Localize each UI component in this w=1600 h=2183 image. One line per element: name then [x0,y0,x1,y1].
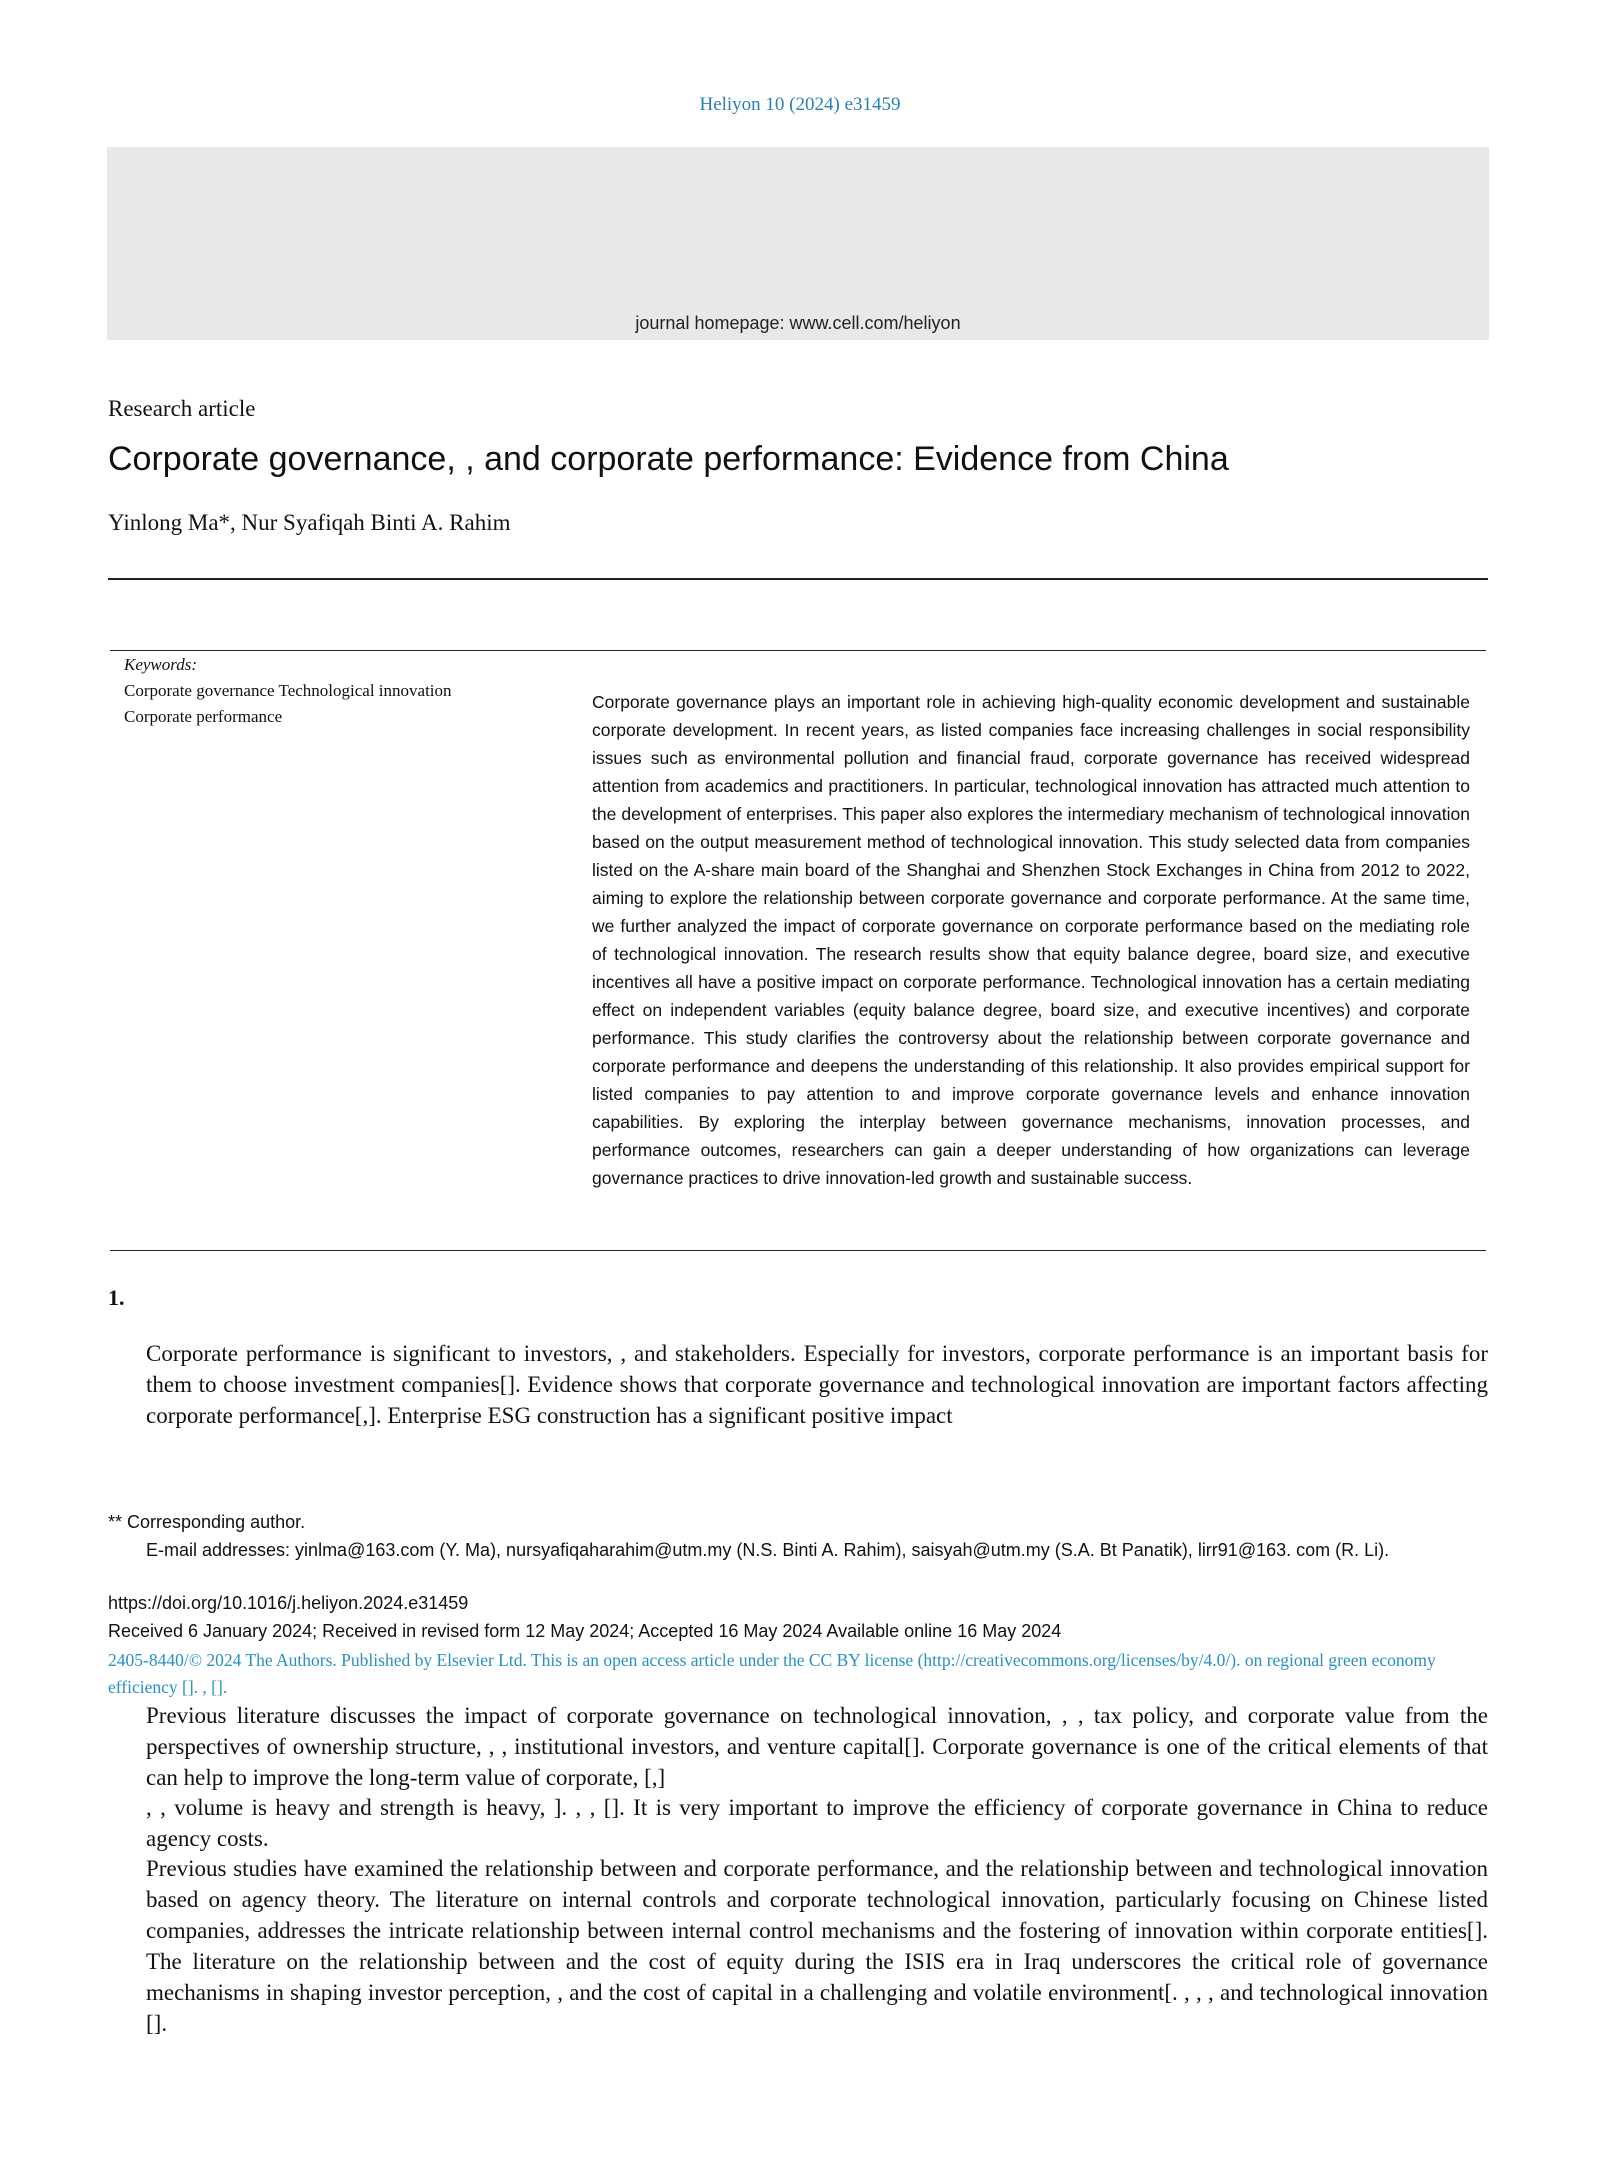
paragraph-text: Corporate performance is significant to investors, , and stakeholders. Especially for investors, corporate performance is an important basis for them to choose investment companies[]. Evidence shows that corporate governance and technological innovation are important factors affecting corporate performance[,]. Enterprise ESG construction has a significant positive impact [146,1341,1488,1428]
footnotes [108,1508,1488,1564]
divider [108,578,1488,580]
article-type: Research article [108,396,256,421]
journal-header-banner [107,147,1489,340]
paragraph-text: Previous studies have examined the relationship between and corporate performance, and the relationship between and technological innovation based on agency theory. The literature on internal controls and corporate technological innovation, particularly focusing on Chinese listed companies, addresses the intricate relationship between internal control mechanisms and the fostering of innovation within corporate entities[]. The literature on the relationship between and the cost of equity during the ISIS era in Iraq underscores the critical role of governance mechanisms in shaping investor perception, , and the cost of capital in a challenging and volatile environment[. , , , and technological innovation []. [146,1856,1488,2036]
divider [110,650,1486,651]
journal-homepage: journal homepage: www.cell.com/heliyon [635,313,961,333]
keyword-line: Corporate performance [124,707,283,726]
section-heading: 1. [108,1285,125,1310]
divider [110,1250,1486,1251]
paragraph-text: Previous literature discusses the impact of corporate governance on technological innovation, , , tax policy, and corporate value from the perspectives of ownership structure, , , institutional investors, and venture capital[]. Corporate governance is one of the critical elements of that can help to improve the long-term value of corporate, [,] [146,1703,1488,1790]
body-paragraph [108,1792,1488,1854]
body-paragraph [108,1853,1488,2039]
abstract: Corporate governance plays an important role in achieving high-quality economic development and sustainable corporate development. In recent years, as listed companies face increasing challenges in social responsibility issues such as environmental pollution and financial fraud, corporate governance has received widespread attention from academics and practitioners. In particular, technological innovation has attracted much attention to the development of enterprises. This paper also explores the intermediary mechanism of technological innovation based on the output measurement method of technological innovation. This study selected data from companies listed on the A-share main board of the Shanghai and Shenzhen Stock Exchanges in China from 2012 to 2022, aiming to explore the relationship between corporate governance and corporate performance. At the same time, we further analyzed the impact of corporate governance on corporate performance based on the mediating role of technological innovation. The research results show that equity balance degree, board size, and executive incentives all have a positive impact on corporate performance. Technological innovation has a certain mediating effect on independent variables (equity balance degree, board size, and executive incentives) and corporate performance. This study clarifies the controversy about the relationship between corporate governance and corporate performance and deepens the understanding of this relationship. It also provides empirical support for listed companies to pay attention to and improve corporate governance levels and enhance innovation capabilities. By exploring the interplay between governance mechanisms, innovation processes, and performance outcomes, researchers can gain a deeper understanding of how organizations can leverage governance practices to drive innovation-led growth and sustainable success. [592,692,1470,1188]
article-title: Corporate governance, , and corporate performance: Evidence from China [108,440,1229,478]
doi-link[interactable]: https://doi.org/10.1016/j.heliyon.2024.e31459 [108,1593,469,1613]
license-note[interactable]: 2405-8440/© 2024 The Authors. Published by Elsevier Ltd. This is an open access article under the CC BY license (http://creativecommons.org/licenses/by/4.0/). on regional green economy efficiency []. , []. [108,1650,1436,1697]
received-dates: Received 6 January 2024; Received in revised form 12 May 2024; Accepted 16 May 2024 Available online 16 May 2024 [108,1621,1062,1641]
keyword-line: Corporate governance Technological innovation [124,681,452,700]
paragraph-text: , , volume is heavy and strength is heavy, ]. , , []. It is very important to improve the efficiency of corporate governance in China to reduce agency costs. [146,1795,1488,1851]
keywords-label: Keywords: [124,655,198,674]
email-addresses[interactable]: E-mail addresses: yinlma@163.com (Y. Ma), nursyafiqaharahim@utm.my (N.S. Binti A. Rahim), saisyah@utm.my (S.A. Bt Panatik), lirr91@163. com (R. Li). [146,1540,1390,1560]
keywords-block [124,652,524,730]
article-meta [108,1589,1493,1645]
body-paragraph [108,1338,1488,1431]
body-paragraph [108,1700,1488,1793]
author-list: Yinlong Ma*, Nur Syafiqah Binti A. Rahim [108,510,511,535]
corresponding-author-note: ** Corresponding author. [108,1512,306,1532]
journal-reference[interactable]: Heliyon 10 (2024) e31459 [699,94,901,115]
